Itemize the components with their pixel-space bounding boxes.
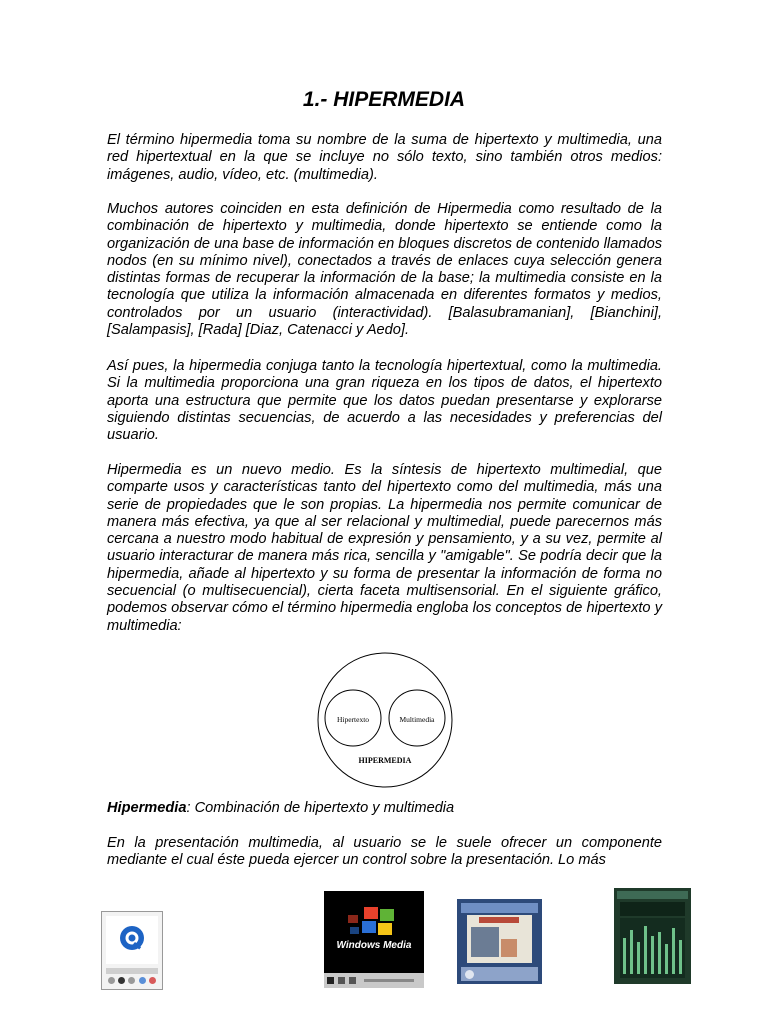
paragraph-5: En la presentación multimedia, al usuario se le suele ofrecer un componente mediante el cual éste pueda ejercer un control sobre la presentación. Lo más [107,835,662,869]
paragraph-2: Muchos autores coinciden en esta definición de Hipermedia como resultado de la combinación de hipertexto y multimedia, donde hipertexto se entiende como la organización de una base de información en bloques discretos de contenido llamados nodos (en su mínimo nivel), conectados a través de enlaces cuya selección genera distintas formas de recuperar la información de la base; la multimedia consiste en la tecnología que utiliza la información almacenada en diferentes formatos y medios, controlados por un usuario (interactividad). [Balasubramanian], [Bianchini], [Salampasis], [Rada] [Diaz, Catenacci y Aedo]. [107,201,662,339]
multimedia-label: Multimedia [399,715,435,724]
control-dot-icon [149,977,156,984]
page-title: 1.- HIPERMEDIA [302,88,466,111]
control-dot-icon [108,977,115,984]
caption-bold: Hipermedia [107,800,187,816]
hypermedia-diagram [316,650,454,790]
quicktime-icon [118,924,146,952]
paragraph-4: Hipermedia es un nuevo medio. Es la síntesis de hipertexto multimedial, que comparte usos y características tanto del hipertexto como del multimedia, más una serie de propiedades que le son propias. La hipermedia nos permite comunicar de manera más efectiva, ya que al ser relacional y multimedial, puede parecernos más cercana a nuestro modo habitual de expresión y pensamiento, y a su vez, permite al usuario interacturar de manera más rica, sencilla y "amigable". Se podría decir que la hipermedia, añade al hipertexto y su forma de presentar la información de forma no secuencial (o multisecuencial), cierta faceta multisensorial. En el siguiente gráfico, podemos observar cómo el término hipermedia engloba los conceptos de hipertexto y multimedia: [107,462,662,634]
control-dot-icon [118,977,125,984]
figure-caption [107,800,662,817]
media-player-screenshot-thumbnail [457,899,542,984]
windows-media-logo: Windows Media [336,940,412,951]
play-icon [327,977,334,984]
control-dot-icon [128,977,135,984]
caption-text: : Combinación de hipertexto y multimedia [186,800,455,816]
play-icon [465,970,474,979]
music-player-thumbnail [614,888,691,984]
stop-icon [349,977,356,984]
windows-media-thumbnail [324,891,424,988]
paragraph-3: Así pues, la hipermedia conjuga tanto la tecnología hipertextual, como la multimedia. Si la multimedia proporciona una gran riqueza en los tipos de datos, el hipertexto aporta una estructura que permite que los datos puedan presentarse y explorarse siguiendo distintas secuencias, de acuerdo a las necesidades y preferencias del usuario. [107,358,662,444]
pause-icon [338,977,345,984]
windows-flag-icon [346,905,402,945]
equalizer-icon [620,918,685,978]
hipermedia-label: HIPERMEDIA [358,756,412,765]
control-dot-icon [139,977,146,984]
paragraph-1: El término hipermedia toma su nombre de la suma de hipertexto y multimedia, una red hipertextual en la que se incluye no sólo texto, sino también otros medios: imágenes, audio, vídeo, etc. (multimedia). [107,132,662,183]
quicktime-player-thumbnail [101,911,163,990]
hypertext-label: Hipertexto [336,715,370,724]
